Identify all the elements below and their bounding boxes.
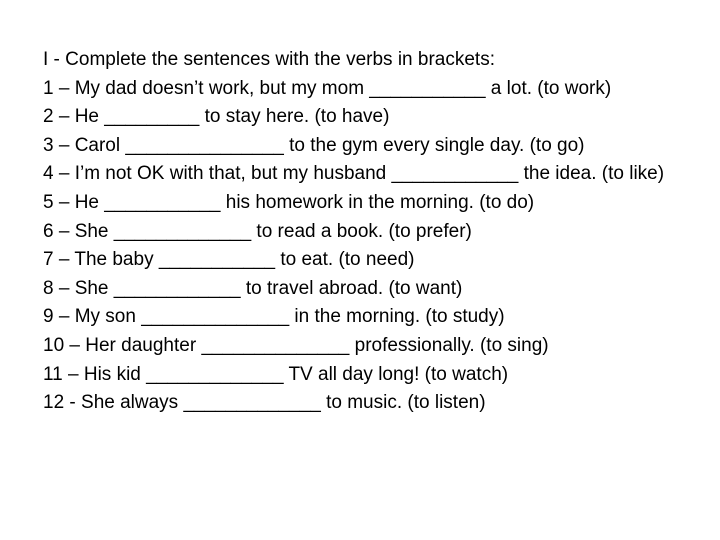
exercise-item-5: 5 – He ___________ his homework in the morning. (to do) <box>43 191 535 213</box>
exercise-item-11: 11 – His kid _____________ TV all day long! (to watch) <box>43 363 509 385</box>
exercise-item-2: 2 – He _________ to stay here. (to have) <box>43 106 390 128</box>
exercise-item-6: 6 – She _____________ to read a book. (to prefer) <box>43 220 472 242</box>
instruction-heading: I - Complete the sentences with the verbs in brackets: <box>43 49 495 70</box>
exercise-item-1: 1 – My dad doesn’t work, but my mom ___________ a lot. (to work) <box>43 77 612 99</box>
exercise-item-7: 7 – The baby ___________ to eat. (to need) <box>43 249 415 271</box>
exercise-item-9: 9 – My son ______________ in the morning. (to study) <box>43 306 505 328</box>
exercise-item-10: 10 – Her daughter ______________ professionally. (to sing) <box>43 334 549 356</box>
exercise-item-12: 12 - She always _____________ to music. (to listen) <box>43 392 486 414</box>
worksheet <box>43 46 683 418</box>
exercise-item-4: 4 – I’m not OK with that, but my husband ____________ the idea. (to like) <box>43 163 665 185</box>
exercise-item-8: 8 – She ____________ to travel abroad. (to want) <box>43 277 463 299</box>
exercise-item-3: 3 – Carol _______________ to the gym every single day. (to go) <box>43 134 585 156</box>
